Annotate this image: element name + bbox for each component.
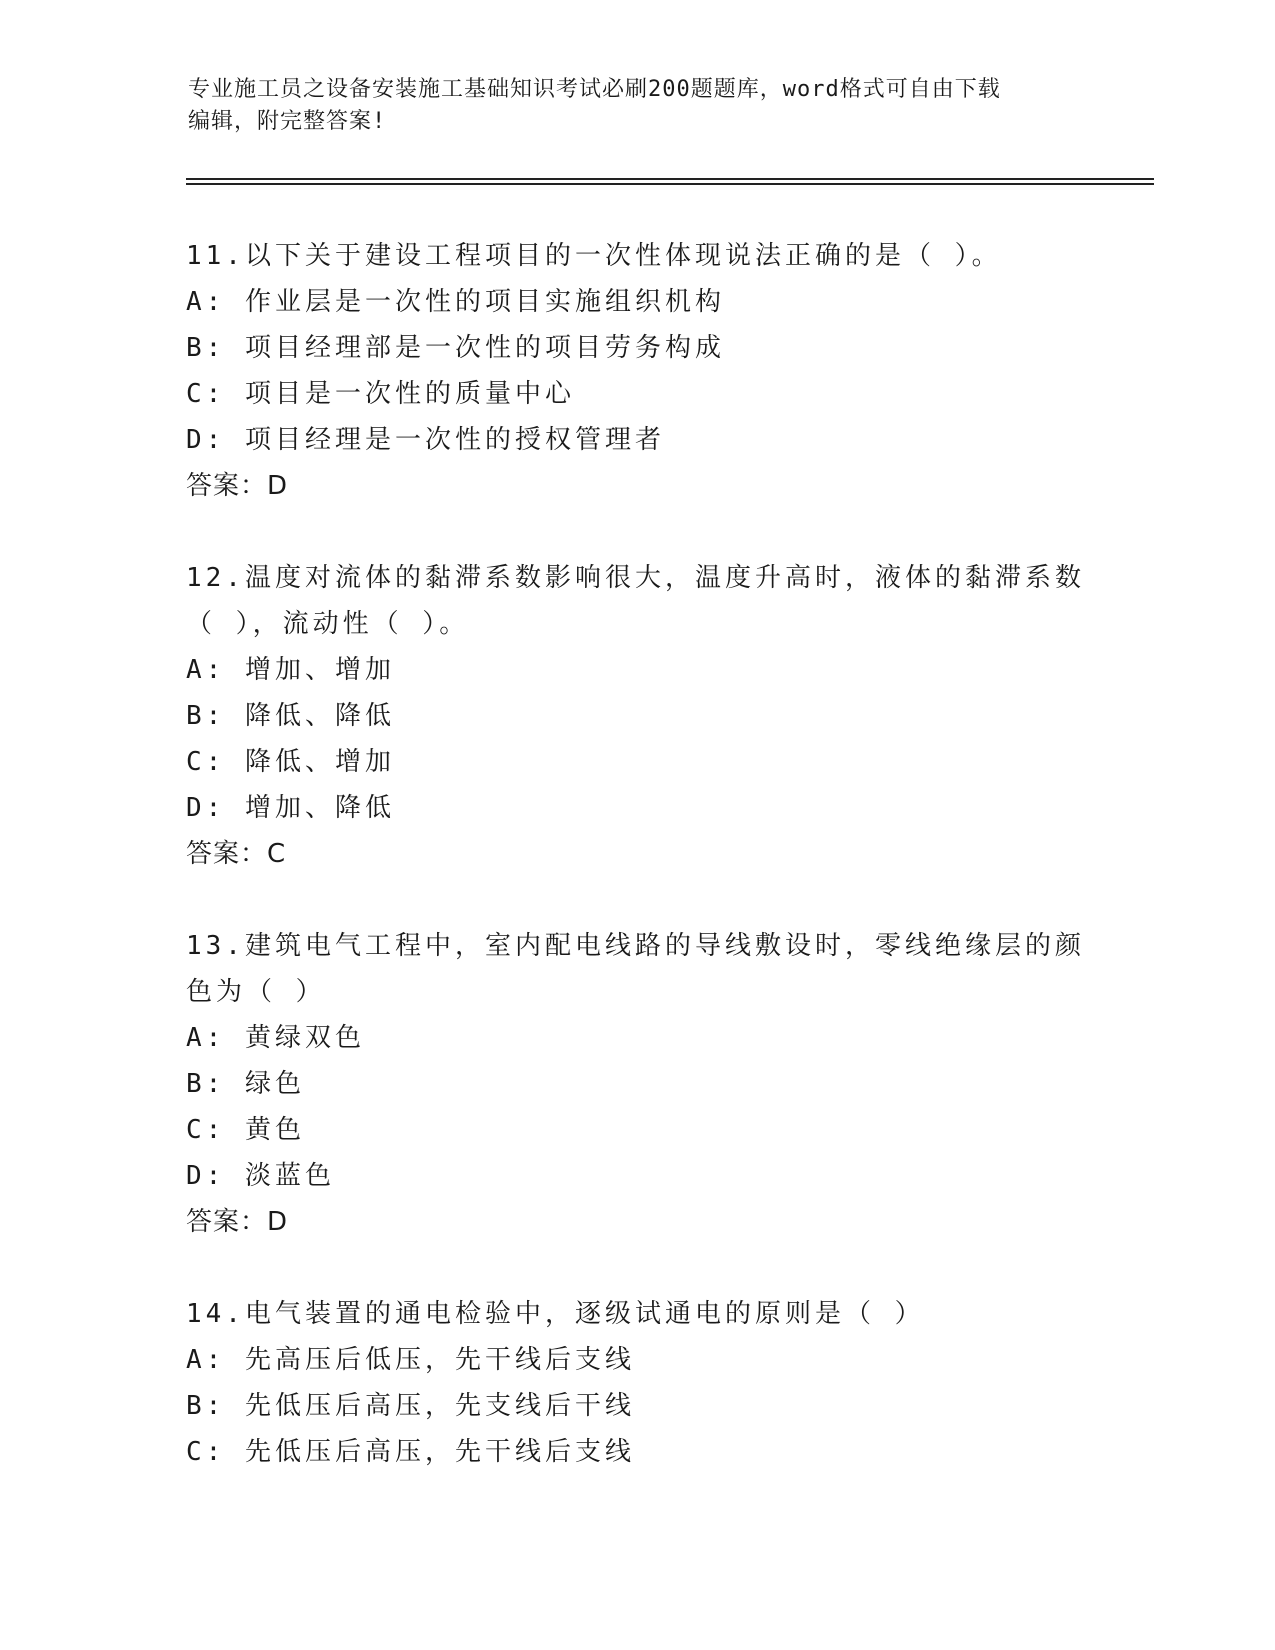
option-c: C: 先低压后高压，先干线后支线: [186, 1437, 635, 1467]
option-a: A: 黄绿双色: [186, 1023, 365, 1053]
option-b: B: 绿色: [186, 1069, 305, 1099]
question-12: [186, 555, 1086, 877]
question-text: 14.电气装置的通电检验中，逐级试通电的原则是（ ）: [186, 1299, 925, 1329]
option-a: A: 先高压后低压，先干线后支线: [186, 1345, 635, 1375]
question-text: 12.温度对流体的黏滞系数影响很大，温度升高时，液体的黏滞系数（ ），流动性（ ）。: [186, 563, 1085, 639]
question-13: [186, 923, 1086, 1245]
option-b: B: 先低压后高压，先支线后干线: [186, 1391, 635, 1421]
document-header: [188, 74, 1088, 138]
option-d: D: 淡蓝色: [186, 1161, 335, 1191]
question-text: 13.建筑电气工程中，室内配电线路的导线敷设时，零线绝缘层的颜色为（ ）: [186, 931, 1085, 1007]
option-a: A: 作业层是一次性的项目实施组织机构: [186, 287, 725, 317]
question-11: [186, 233, 1086, 509]
header-divider-top: [186, 178, 1154, 180]
option-d: D: 增加、降低: [186, 793, 395, 823]
option-c: C: 黄色: [186, 1115, 305, 1145]
header-divider-bottom: [186, 183, 1154, 185]
option-d: D: 项目经理是一次性的授权管理者: [186, 425, 665, 455]
option-a: A: 增加、增加: [186, 655, 395, 685]
answer: 答案：C: [186, 839, 287, 869]
answer: 答案：D: [186, 1207, 289, 1237]
question-list: [186, 233, 1086, 1521]
option-c: C: 项目是一次性的质量中心: [186, 379, 575, 409]
option-b: B: 降低、降低: [186, 701, 395, 731]
question-14: [186, 1291, 1086, 1475]
answer: 答案：D: [186, 471, 289, 501]
question-text: 11.以下关于建设工程项目的一次性体现说法正确的是（ ）。: [186, 241, 1002, 271]
header-line-1: 专业施工员之设备安装施工基础知识考试必刷200题题库，word格式可自由下载: [188, 77, 1001, 102]
header-line-2: 编辑，附完整答案!: [188, 109, 387, 134]
option-b: B: 项目经理部是一次性的项目劳务构成: [186, 333, 725, 363]
option-c: C: 降低、增加: [186, 747, 395, 777]
